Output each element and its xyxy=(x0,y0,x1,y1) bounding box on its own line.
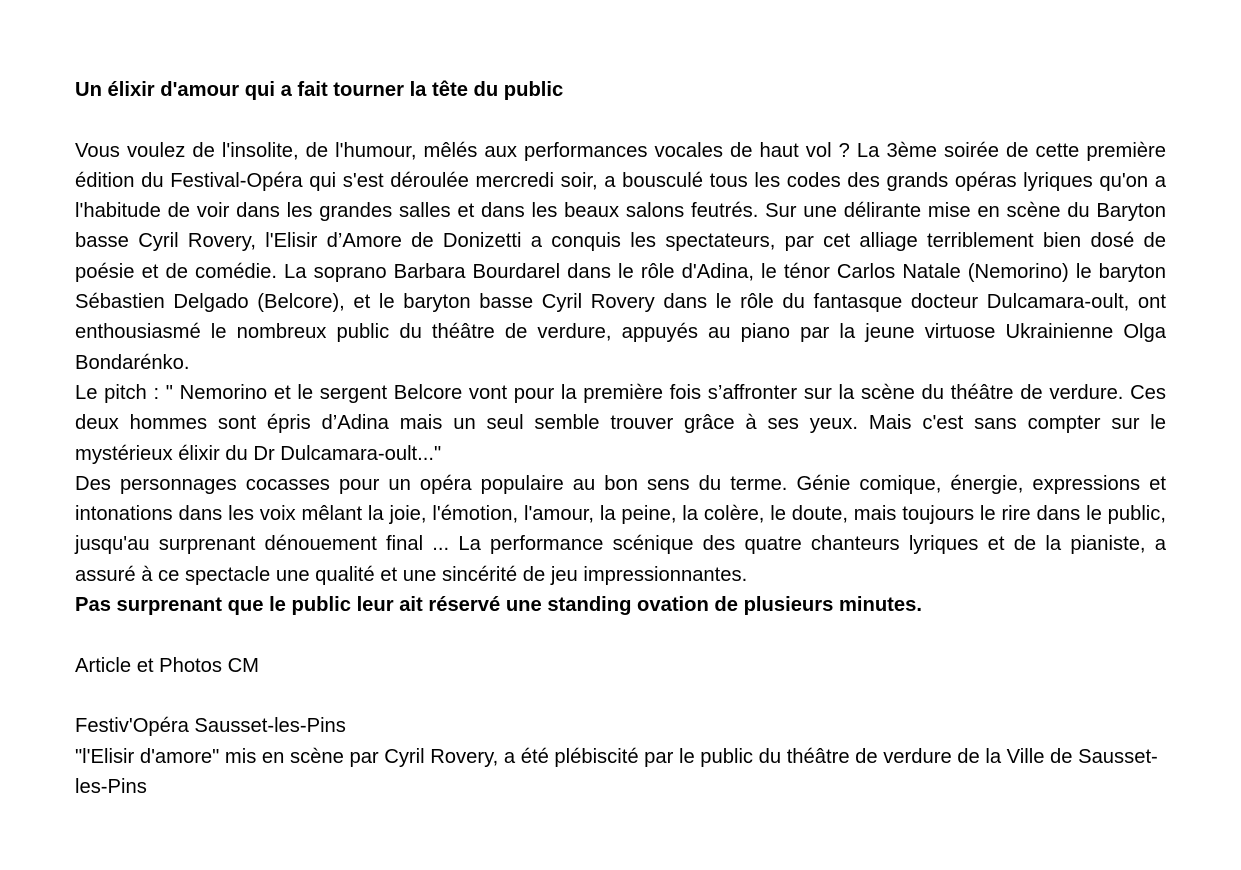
spacer xyxy=(75,105,1166,135)
article-paragraph-pitch: Le pitch : " Nemorino et le sergent Belcore vont pour la première fois s’affronter sur la scène du théâtre de verdure. Ces deux hommes sont épris d’Adina mais un seul semble trouver grâce à ses yeux. Mais c'est sans compter sur le mystérieux élixir du Dr Dulcamara-oult..." xyxy=(75,381,1166,465)
article-title: Un élixir d'amour qui a fait tourner la tête du public xyxy=(75,79,564,101)
article-paragraph-review: Des personnages cocasses pour un opéra populaire au bon sens du terme. Génie comique, énergie, expressions et intonations dans les voix mêlant la joie, l'émotion, l'amour, la peine, la colère, le doute, mais toujours le rire dans le public, jusqu'au surprenant dénouement final ... La performance scénique des quatre chanteurs lyriques et de la pianiste, a assuré à ce spectacle une qualité et une sincérité de jeu impressionnantes. xyxy=(75,472,1166,586)
photo-caption-text: "l'Elisir d'amore" mis en scène par Cyril Rovery, a été plébiscité par le public du théâtre de verdure de la Ville de Sausset-les-Pins xyxy=(75,745,1158,798)
spacer xyxy=(75,681,1166,711)
document-page xyxy=(75,75,1166,802)
article-paragraph-intro: Vous voulez de l'insolite, de l'humour, mêlés aux performances vocales de haut vol ? La 3ème soirée de cette première édition du Festival-Opéra qui s'est déroulée mercredi soir, a bousculé tous les codes des grands opéras lyriques qu'on a l'habitude de voir dans les grandes salles et dans les beaux salons feutrés. Sur une délirante mise en scène du Baryton basse Cyril Rovery, l'Elisir d’Amore de Donizetti a conquis les spectateurs, par cet alliage terriblement bien dosé de poésie et de comédie. La soprano Barbara Bourdarel dans le rôle d'Adina, le ténor Carlos Natale (Nemorino) le baryton Sébastien Delgado (Belcore), et le baryton basse Cyril Rovery dans le rôle du fantasque docteur Dulcamara-oult, ont enthousiasmé le nombreux public du théâtre de verdure, appuyés au piano par la jeune virtuose Ukrainienne Olga Bondarénko. xyxy=(75,139,1166,374)
article-conclusion: Pas surprenant que le public leur ait réservé une standing ovation de plusieurs minutes. xyxy=(75,594,922,617)
photo-caption-title: Festiv'Opéra Sausset-les-Pins xyxy=(75,715,346,738)
article-credit: Article et Photos CM xyxy=(75,654,259,677)
spacer xyxy=(75,620,1166,650)
